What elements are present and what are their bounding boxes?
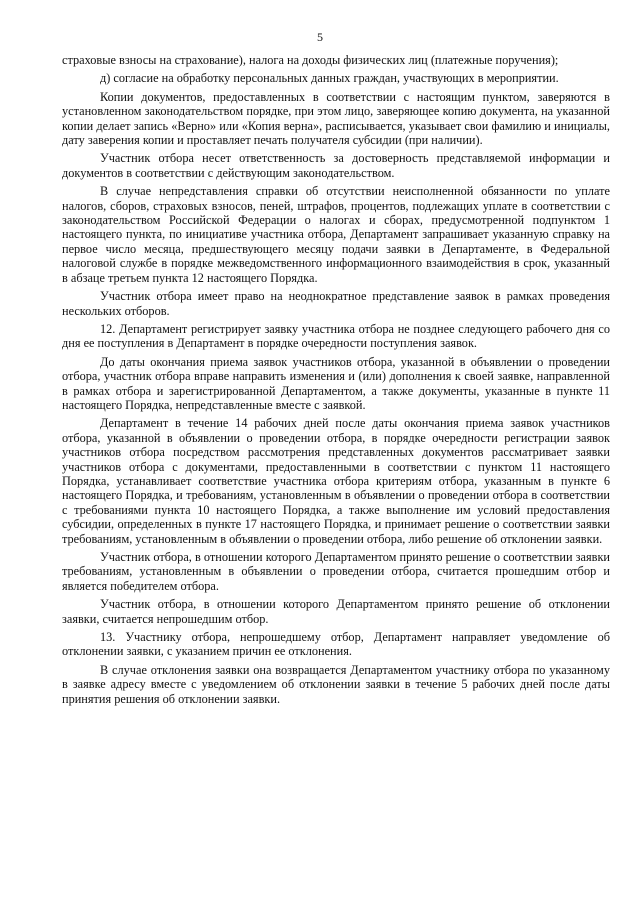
paragraph-9: Департамент в течение 14 рабочих дней после даты окончания приема заявок участников отбора, указанной в объявлении о проведении отбора, в порядке очередности регистрации заявок участников отбора посредством рассмотрения представленных документов рассматривает заявки участников отбора с документами, предоставленными в соответствии с пунктом 11 настоящего Порядка, устанавливает соответствие участника отбора критериям отбора, указанным в пункте 6 настоящего Порядка, и требованиям, установленным в объявлении о проведении отбора в соответствии с требованиями пункта 10 настоящего Порядка, а также выполнение им условий предоставления субсидии, определенных в пункте 17 настоящего Порядка, и принимает решение о соответствии заявки требованиям, установленным в объявлении о проведении отбора, либо решение об отклонении заявки.: [62, 416, 610, 546]
paragraph-2: д) согласие на обработку персональных данных граждан, участвующих в мероприятии.: [100, 71, 559, 86]
page-number: 5: [317, 30, 323, 44]
paragraph-5: В случае непредставления справки об отсутствии неисполненной обязанности по уплате налогов, сборов, страховых взносов, пеней, штрафов, процентов, подлежащих уплате в соответствии с законодательством Российской Федерации о налогах и сборах, предусмотренной подпунктом 1 настоящего пункта, по инициативе участника отбора, Департамент запрашивает указанную справку на первое число месяца, предшествующего месяцу подачи заявки в Департаменте, в Федеральной налоговой службе в порядке межведомственного информационного взаимодействия в срок, указанный в абзаце третьем пункта 12 настоящего Порядка.: [62, 184, 610, 285]
paragraph-12: 13. Участнику отбора, непрошедшему отбор, Департамент направляет уведомление об отклонении заявки, с указанием причин ее отклонения.: [62, 630, 610, 659]
paragraph-6: Участник отбора имеет право на неоднократное представление заявок в рамках проведения нескольких отборов.: [62, 289, 610, 318]
paragraph-10: Участник отбора, в отношении которого Департаментом принято решение о соответствии заявки требованиям, установленным в объявлении о проведении отбора, считается прошедшим отбор и является победителем отбора.: [62, 550, 610, 593]
paragraph-7: 12. Департамент регистрирует заявку участника отбора не позднее следующего рабочего дня со дня ее поступления в Департамент в порядке очередности поступления заявок.: [62, 321, 610, 351]
paragraph-3: Копии документов, предоставленных в соответствии с настоящим пунктом, заверяются в установленном законодательством порядке, при этом лицо, заверяющее копию документа, на указанной копии делает запись «Верно» или «Копия верна», расписывается, указывает свои фамилию и инициалы, дату заверения копии и проставляет печать получателя субсидии (при наличии).: [62, 89, 610, 148]
document-body: [62, 53, 610, 710]
paragraph-1: страховые взносы на страхование), налога на доходы физических лиц (платежные поручения);: [62, 53, 559, 67]
paragraph-11: Участник отбора, в отношении которого Департаментом принято решение об отклонении заявки, считается непрошедшим отбор.: [62, 597, 610, 626]
paragraph-8: До даты окончания приема заявок участников отбора, указанной в объявлении о проведении отбора, участник отбора вправе направить изменения и (или) дополнения к своей заявке, направленной в рамках отбора и зарегистрированной Департаментом, а также документы, указанные в пункте 11 настоящего Порядка, непредставленные вместе с заявкой.: [62, 354, 610, 412]
paragraph-13: В случае отклонения заявки она возвращается Департаментом участнику отбора по указанному в заявке адресу вместе с уведомлением об отклонении заявки в течение 5 рабочих дней после даты принятия решения об отклонении заявки.: [62, 662, 610, 706]
paragraph-4: Участник отбора несет ответственность за достоверность представляемой информации и документов в соответствии с действующим законодательством.: [62, 151, 610, 180]
